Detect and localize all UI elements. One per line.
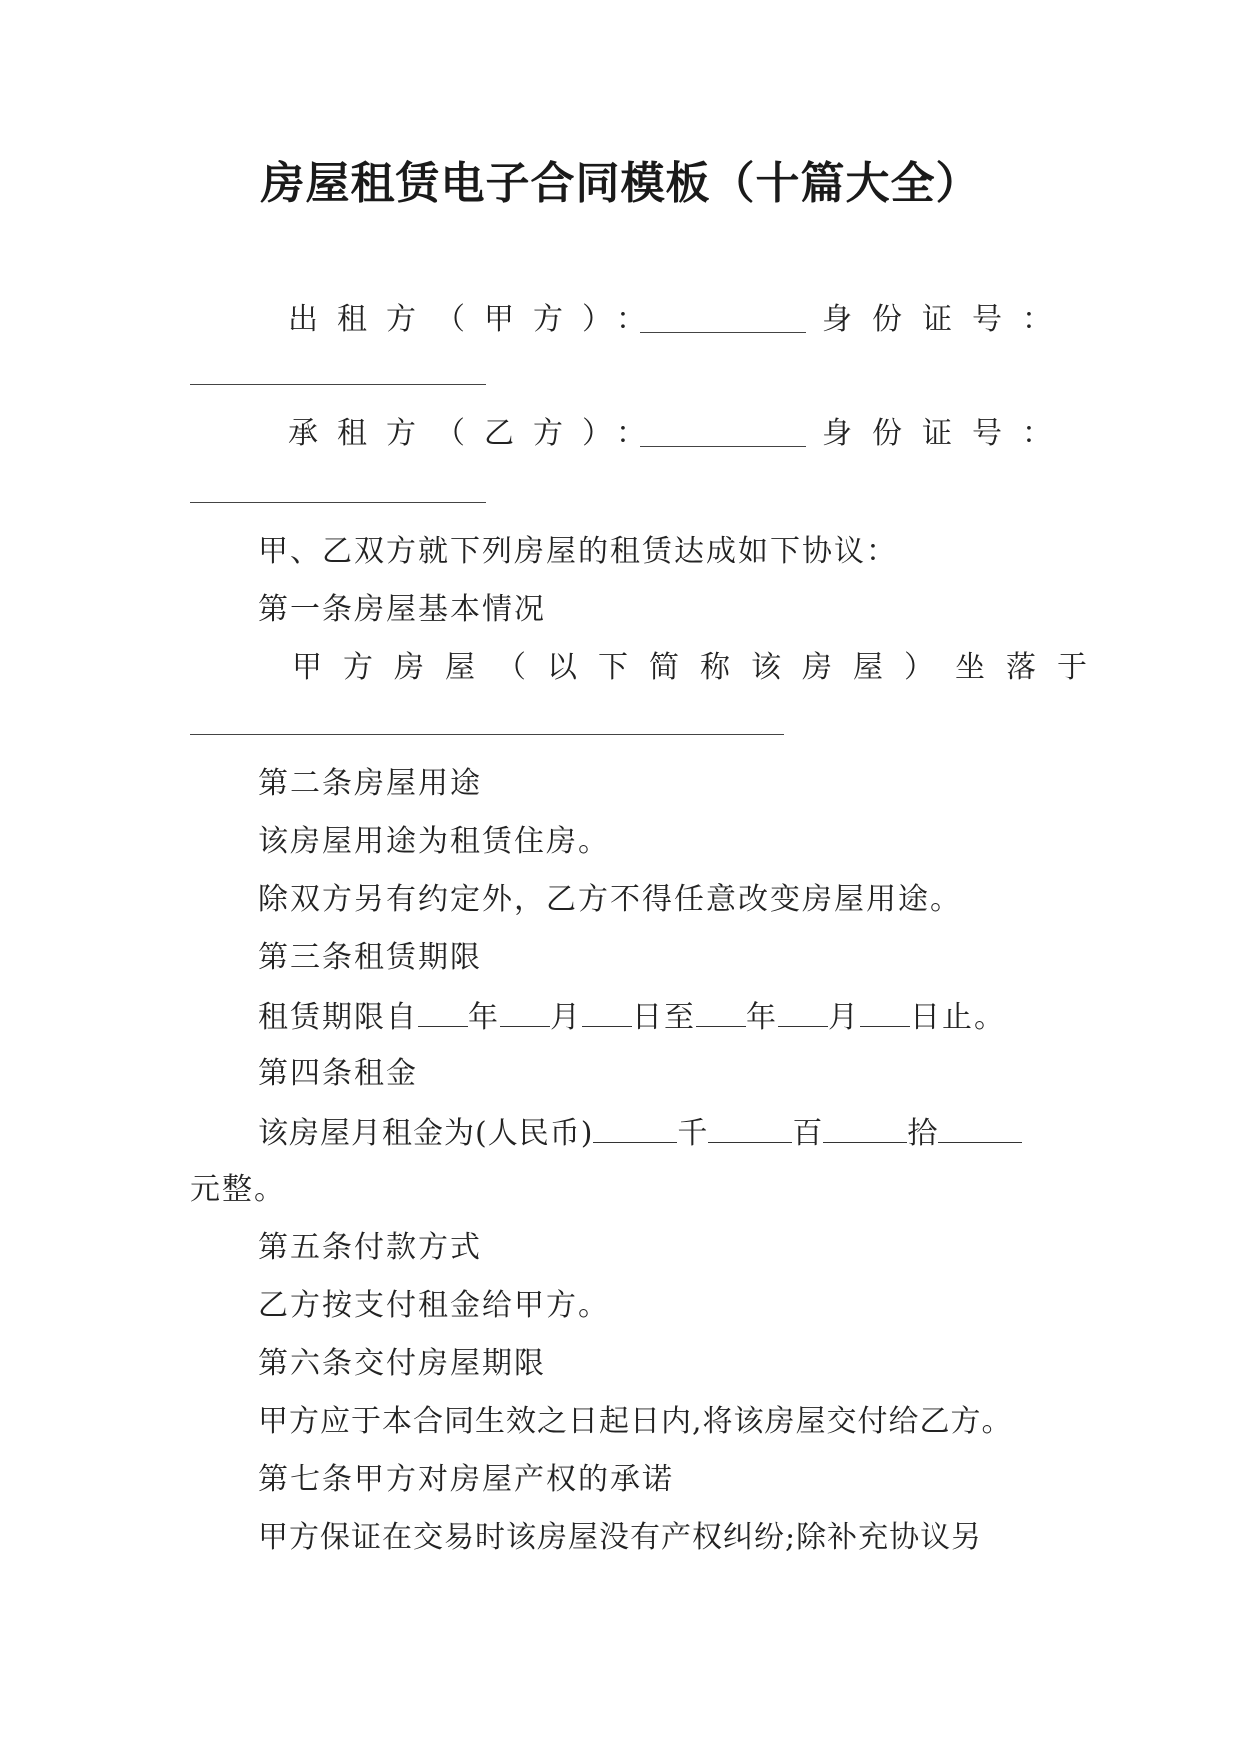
- article-1-title: 第一条房屋基本情况: [258, 592, 546, 627]
- term-end-label: 日止。: [910, 1000, 1006, 1035]
- term-to-label: 日至: [632, 1000, 696, 1035]
- end-year-blank: [696, 996, 746, 1027]
- rent-ten-blank: [823, 1112, 907, 1143]
- article-2-title: 第二条房屋用途: [258, 766, 482, 801]
- rent-thousand-blank: [593, 1112, 677, 1143]
- end-day-blank: [860, 996, 910, 1027]
- end-month-blank: [778, 996, 828, 1027]
- lessee-line: [288, 414, 665, 454]
- lessor-id-label: 身份证号：: [822, 302, 1072, 337]
- article-5-text: 乙方按支付租金给甲方。: [258, 1288, 610, 1323]
- start-year-blank: [418, 996, 468, 1027]
- lessee-name-blank: [640, 446, 806, 447]
- rent-ten-label: 拾: [907, 1116, 939, 1151]
- start-month-blank: [500, 996, 550, 1027]
- lessee-id-label: 身份证号：: [822, 416, 1072, 451]
- article-1-address-blank: [190, 734, 784, 735]
- article-7-title: 第七条甲方对房屋产权的承诺: [258, 1462, 674, 1497]
- document-title: 房屋租赁电子合同模板（十篇大全）: [260, 158, 981, 209]
- article-4-title: 第四条租金: [258, 1056, 418, 1091]
- rent-hundred-blank: [708, 1112, 792, 1143]
- lessee-label: 承租方（乙方）：: [288, 416, 665, 451]
- article-2-text-2: 除双方另有约定外，乙方不得任意改变房屋用途。: [258, 882, 962, 917]
- article-1-text: 甲方房屋（以下简称该房屋）坐落于: [292, 650, 1108, 685]
- article-4-rent-tail: 元整。: [190, 1172, 286, 1207]
- rent-label: 该房屋月租金为(人民币): [258, 1116, 594, 1151]
- article-3-term-line: [258, 996, 1006, 1038]
- article-3-title: 第三条租赁期限: [258, 940, 482, 975]
- rent-unit-blank: [938, 1112, 1022, 1143]
- article-5-title: 第五条付款方式: [258, 1230, 482, 1265]
- lessee-id-blank: [190, 502, 486, 503]
- lessor-id-blank: [190, 384, 486, 385]
- article-7-text: 甲方保证在交易时该房屋没有产权纠纷;除补充协议另: [258, 1520, 983, 1555]
- lessor-line: [288, 300, 665, 340]
- lessor-label: 出租方（甲方）：: [288, 302, 665, 337]
- term-from-label: 租赁期限自: [258, 1000, 418, 1035]
- start-year-label: 年: [468, 1000, 500, 1035]
- intro-paragraph: 甲、乙双方就下列房屋的租赁达成如下协议：: [258, 534, 898, 569]
- start-day-blank: [582, 996, 632, 1027]
- lessor-name-blank: [640, 332, 806, 333]
- end-year-label: 年: [746, 1000, 778, 1035]
- rent-hundred-label: 百: [792, 1116, 824, 1151]
- article-6-text: 甲方应于本合同生效之日起日内,将该房屋交付给乙方。: [258, 1404, 1013, 1439]
- end-month-label: 月: [828, 1000, 860, 1035]
- article-4-rent-line: [258, 1112, 1022, 1154]
- article-6-title: 第六条交付房屋期限: [258, 1346, 546, 1381]
- rent-thousand-label: 千: [677, 1116, 709, 1151]
- start-month-label: 月: [550, 1000, 582, 1035]
- article-2-text-1: 该房屋用途为租赁住房。: [258, 824, 610, 859]
